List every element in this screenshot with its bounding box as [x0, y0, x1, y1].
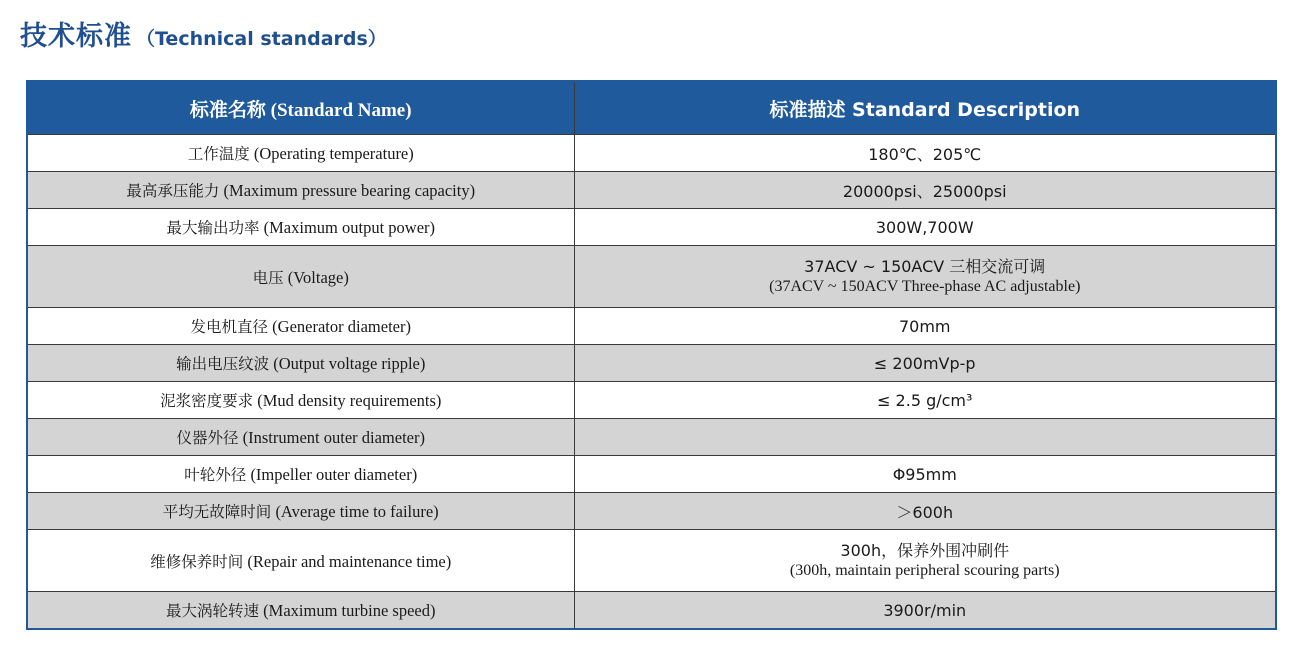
standard-name-cell [27, 172, 574, 209]
standard-name-en: (Average time to failure) [271, 502, 439, 521]
standard-name-cell [27, 456, 574, 493]
standard-name-cell [27, 135, 574, 172]
standard-desc-cell: ≤ 2.5 g/cm³ [574, 382, 1276, 419]
standard-name-cn: 泥浆密度要求 [160, 392, 254, 410]
standard-name-en: (Generator diameter) [268, 317, 411, 336]
table-header [27, 81, 1276, 135]
standard-desc-line1: 300h，保养外围冲刷件 [840, 541, 1010, 560]
standard-name-en: (Repair and maintenance time) [243, 551, 452, 571]
standard-name-cell [27, 345, 574, 382]
table-row [27, 345, 1276, 382]
table-row [27, 456, 1276, 493]
standard-name-cn: 最大输出功率 [166, 219, 260, 237]
standard-name-en: (Output voltage ripple) [269, 354, 426, 373]
standard-name-cn: 输出电压纹波 [176, 355, 270, 373]
standard-desc-cell: ＞600h [574, 493, 1276, 530]
standard-name-en: (Impeller outer diameter) [246, 465, 418, 484]
standard-name-cn: 平均无故障时间 [162, 503, 272, 521]
standard-name-cell [27, 382, 574, 419]
standard-desc-line1: 37ACV ~ 150ACV 三相交流可调 [804, 257, 1046, 276]
standard-desc-cell [574, 419, 1276, 456]
standard-name-cell [27, 592, 574, 630]
table-row [27, 246, 1276, 308]
header-standard-name: 标准名称 (Standard Name) [27, 81, 574, 135]
table-row [27, 209, 1276, 246]
standard-name-en: (Maximum pressure bearing capacity) [219, 181, 476, 200]
standard-desc-line2: (37ACV ~ 150ACV Three-phase AC adjustable) [769, 278, 1081, 295]
standard-name-en: (Operating temperature) [249, 144, 414, 163]
standard-name-cn: 电压 [252, 268, 284, 287]
standard-name-en: (Maximum output power) [259, 218, 436, 237]
standards-table [26, 80, 1277, 630]
table-row [27, 493, 1276, 530]
standard-desc-cell: 20000psi、25000psi [574, 172, 1276, 209]
standard-name-cn: 叶轮外径 [184, 466, 247, 484]
standard-name-en: (Voltage) [283, 267, 349, 287]
standard-name-cn: 维修保养时间 [150, 552, 244, 571]
standard-name-en: (Maximum turbine speed) [259, 601, 436, 620]
standard-name-cell [27, 493, 574, 530]
standard-name-cn: 最高承压能力 [126, 182, 220, 200]
table-row [27, 419, 1276, 456]
standard-desc-line2: (300h, maintain peripheral scouring parts) [789, 562, 1060, 579]
standard-desc-cell [574, 246, 1276, 308]
standard-name-cell [27, 308, 574, 345]
table-row [27, 530, 1276, 592]
standard-desc-cell: 3900r/min [574, 592, 1276, 630]
standard-name-en: (Mud density requirements) [253, 391, 442, 410]
standard-desc-cell: ≤ 200mVp-p [574, 345, 1276, 382]
standard-desc-cell: 180℃、205℃ [574, 135, 1276, 172]
standard-name-cn: 仪器外径 [176, 429, 239, 447]
table-row [27, 308, 1276, 345]
header-standard-description: 标准描述 Standard Description [574, 81, 1276, 135]
standard-name-cn: 最大涡轮转速 [166, 602, 260, 620]
standard-desc-cell: Φ95mm [574, 456, 1276, 493]
standard-name-cell [27, 246, 574, 308]
page-title-cn: 技术标准 [20, 21, 132, 52]
table-row [27, 135, 1276, 172]
standard-name-cn: 工作温度 [187, 145, 250, 163]
standard-desc-cell [574, 530, 1276, 592]
standard-desc-cell: 300W,700W [574, 209, 1276, 246]
page-title [20, 14, 387, 53]
table-row [27, 592, 1276, 630]
page-title-en: （Technical standards） [136, 28, 387, 50]
standard-name-en: (Instrument outer diameter) [238, 428, 425, 447]
table-row [27, 172, 1276, 209]
standard-name-cell [27, 530, 574, 592]
standard-desc-cell: 70mm [574, 308, 1276, 345]
standard-name-cell [27, 419, 574, 456]
table-row [27, 382, 1276, 419]
standard-name-cell [27, 209, 574, 246]
standard-name-cn: 发电机直径 [190, 318, 269, 336]
